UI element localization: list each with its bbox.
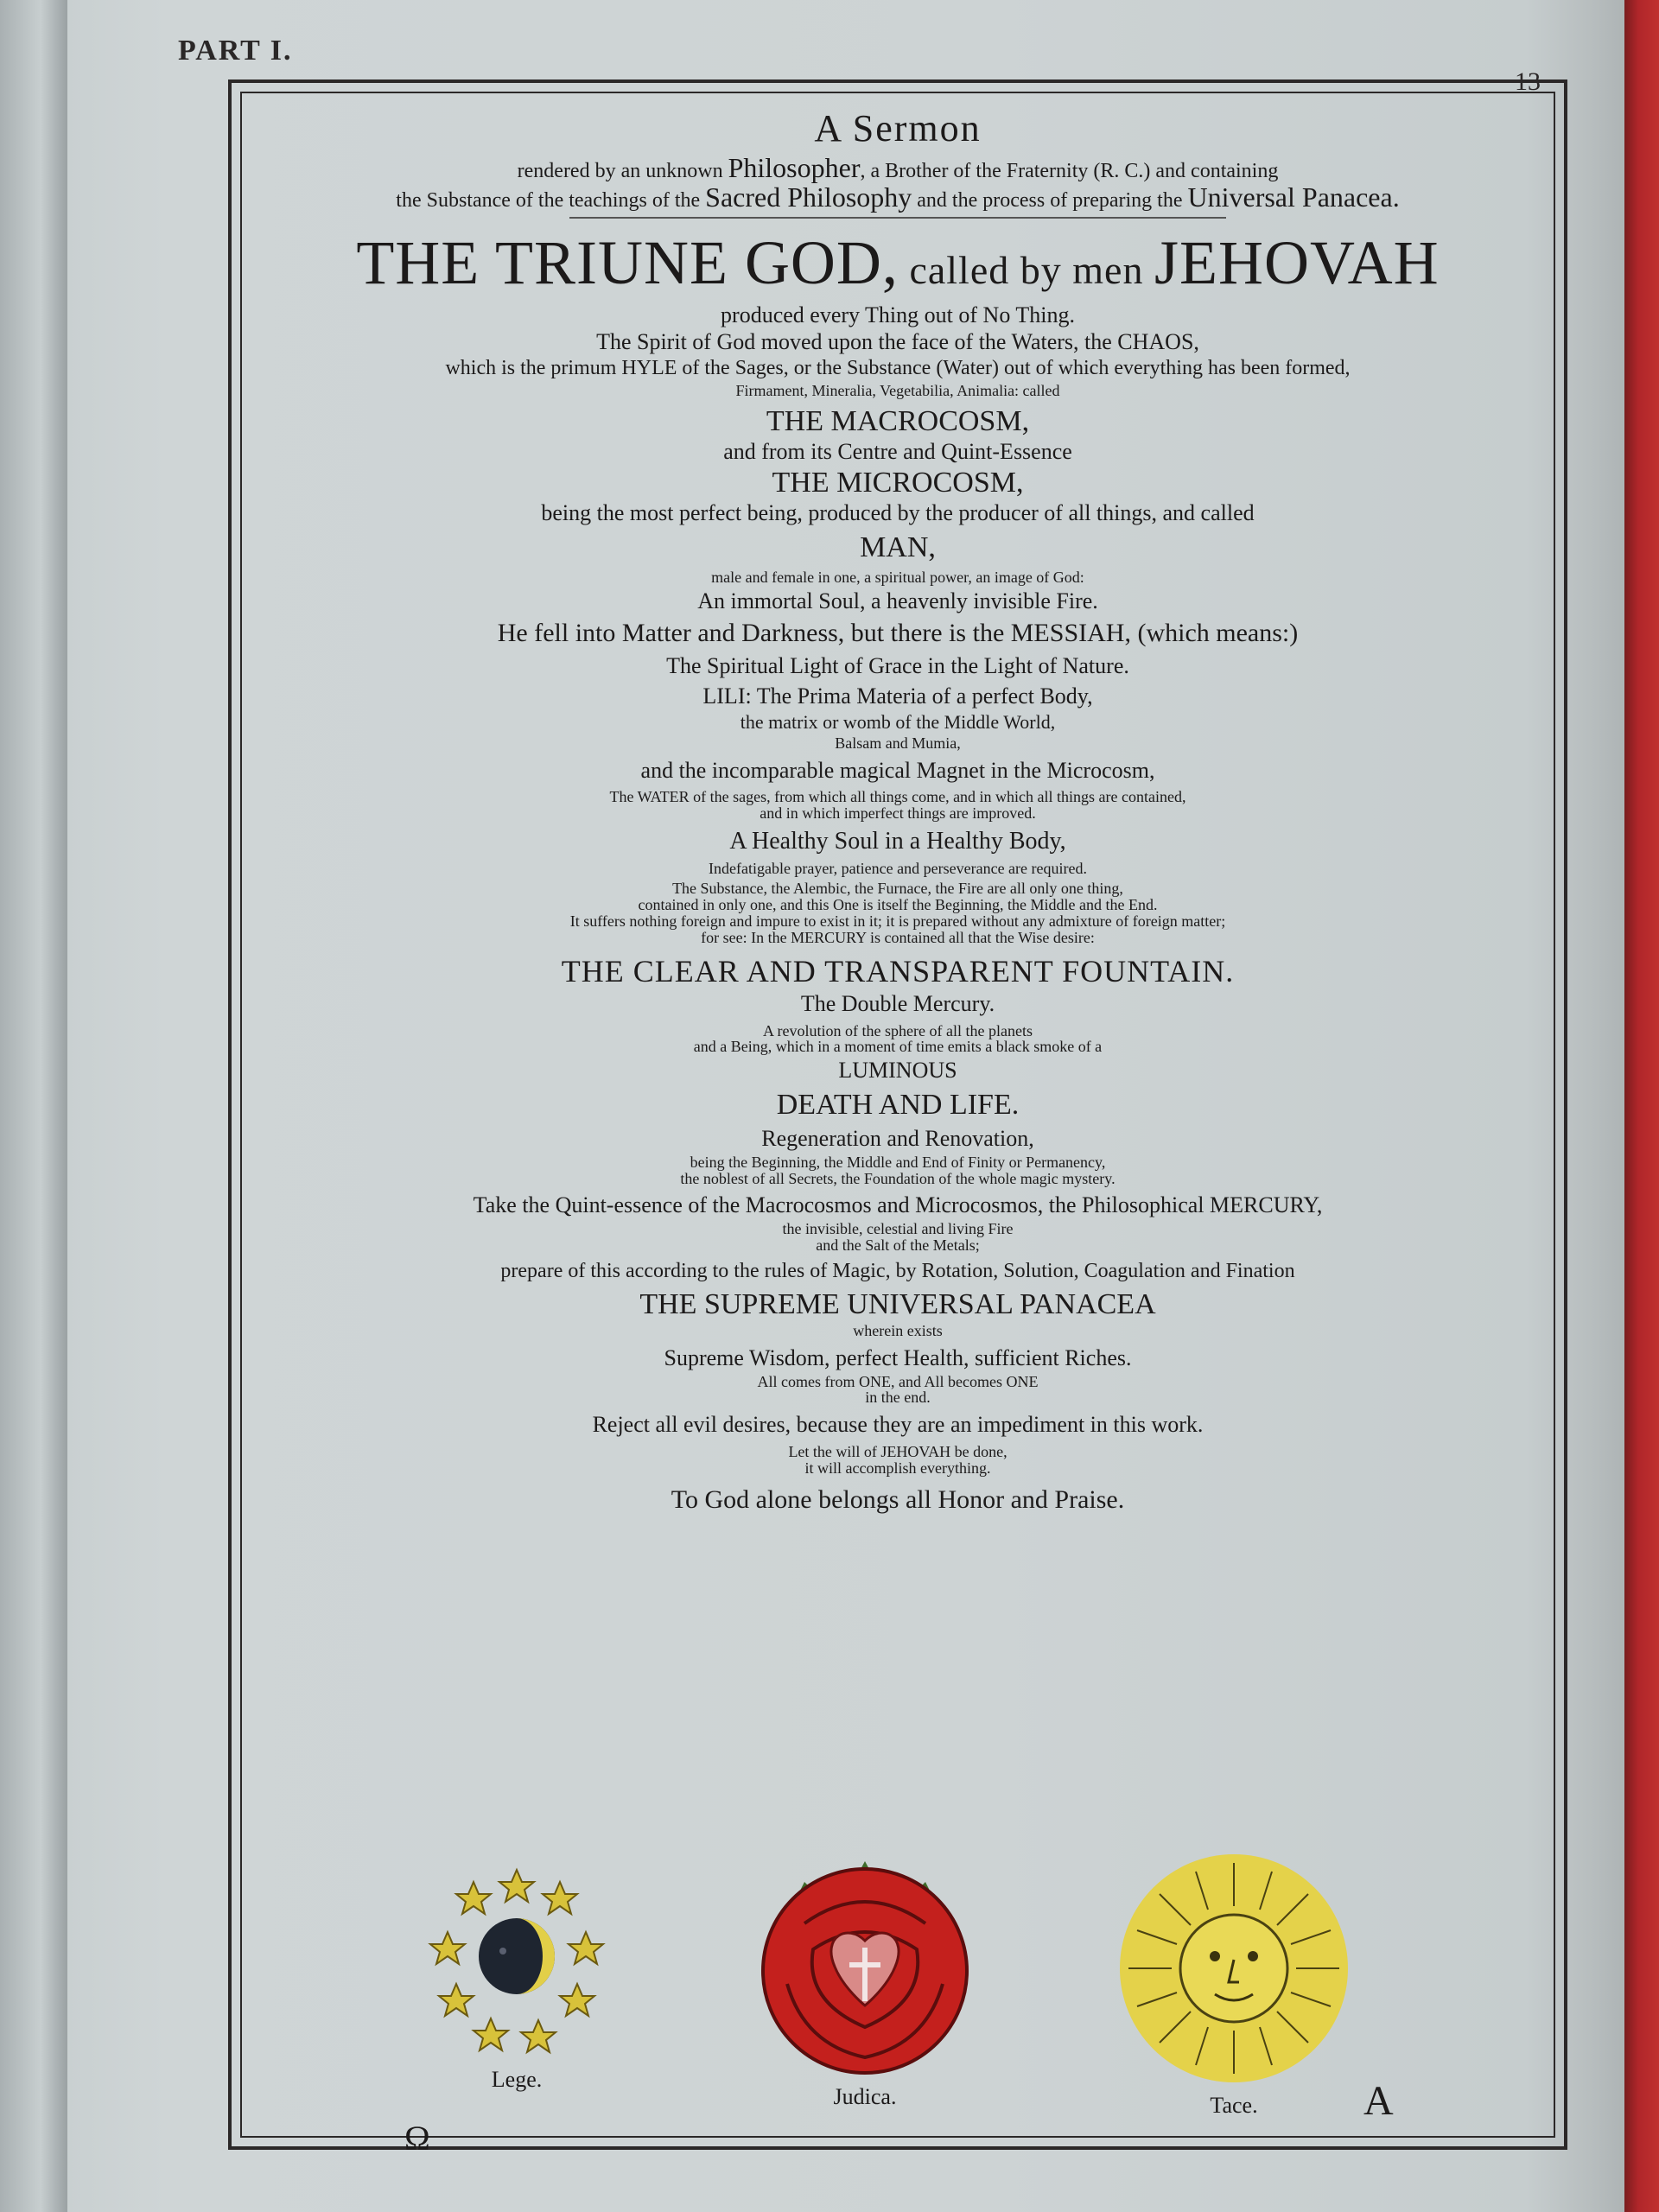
page-frame <box>228 79 1567 2158</box>
omega-glyph: Ω <box>404 2119 430 2158</box>
intro-text: rendered by an unknown <box>517 160 728 183</box>
text-line: Take the Quint-essence of the Macrocosmos and Microcosmos, the Philosophical MERCURY, <box>473 1192 1323 1218</box>
emblem-lege <box>404 1854 629 2093</box>
text-line: A revolution of the sphere of all the planets <box>763 1021 1033 1039</box>
emblem-row <box>249 1854 1547 2183</box>
text-line: contained in only one, and this One is itself the Beginning, the Middle and the End. <box>638 895 1158 913</box>
moon-and-stars-icon <box>413 1854 620 2062</box>
text-line: All comes from ONE, and All becomes ONE <box>757 1372 1039 1390</box>
text-line: Reject all evil desires, because they are an impediment in this work. <box>592 1412 1204 1438</box>
text-line: in the end. <box>865 1389 931 1407</box>
text-line: being the most perfect being, produced by the producer of all things, and called <box>541 500 1255 526</box>
letter-a-glyph: A <box>1363 2078 1394 2124</box>
text-line: An immortal Soul, a heavenly invisible Fire. <box>697 588 1098 614</box>
sermon-text <box>249 109 1547 1514</box>
text-line: LUMINOUS <box>838 1058 957 1084</box>
text-line: the matrix or womb of the Middle World, <box>740 710 1056 733</box>
text-line: THE SUPREME UNIVERSAL PANACEA <box>639 1287 1156 1320</box>
intro-text: , a Brother of the Fraternity (R. C.) and containing <box>860 160 1279 183</box>
text-line: it will accomplish everything. <box>804 1459 991 1477</box>
text-line: To God alone belongs all Honor and Praise. <box>671 1485 1125 1515</box>
text-line: THE MICROCOSM, <box>772 466 1024 499</box>
text-line: male and female in one, a spiritual power, an image of God: <box>711 569 1084 587</box>
text-line: The WATER of the sages, from which all things come, and in which all things are contained, <box>609 787 1186 805</box>
intro-line-2 <box>249 183 1547 213</box>
text-line: MAN, <box>860 531 936 563</box>
heading-text: THE TRIUNE GOD, <box>356 228 899 298</box>
divider-rule <box>569 217 1226 219</box>
part-label: PART I. <box>178 35 293 67</box>
text-line: DEATH AND LIFE. <box>776 1088 1020 1121</box>
page-number: 13 <box>1515 67 1541 96</box>
intro-text: and the process of preparing the <box>912 188 1188 212</box>
text-line: LILI: The Prima Materia of a perfect Body, <box>702 683 1093 709</box>
main-heading <box>249 228 1547 298</box>
text-line: He fell into Matter and Darkness, but there is the MESSIAH, (which means:) <box>497 619 1299 648</box>
text-line: which is the primum HYLE of the Sages, or the Substance (Water) out of which everything has been formed, <box>445 356 1351 379</box>
book-page <box>67 0 1624 2212</box>
text-line: It suffers nothing foreign and impure to exist in it; it is prepared without any admixture of foreign matter; <box>569 912 1226 930</box>
text-line: THE CLEAR AND TRANSPARENT FOUNTAIN. <box>561 954 1235 989</box>
text-line: and from its Centre and Quint-Essence <box>723 439 1072 465</box>
text-line: Firmament, Mineralia, Vegetabilia, Animalia: called <box>735 381 1060 399</box>
intro-line-1 <box>249 154 1547 183</box>
emblem-judica <box>748 1854 982 2110</box>
text-line: and the Salt of the Metals; <box>816 1236 980 1254</box>
book-cover-edge <box>1624 0 1659 2212</box>
text-line: and in which imperfect things are improved. <box>760 804 1036 822</box>
heading-text: JEHOVAH <box>1154 228 1440 298</box>
rose-cross-icon <box>753 1854 977 2079</box>
text-line: The Spirit of God moved upon the face of the Waters, the CHAOS, <box>596 329 1199 355</box>
intro-text: Universal Panacea. <box>1187 181 1400 213</box>
text-line: Regeneration and Renovation, <box>761 1126 1034 1152</box>
text-line: being the Beginning, the Middle and End of Finity or Permanency, <box>690 1153 1106 1171</box>
left-page-edge <box>0 0 67 2212</box>
emblem-caption-judica: Judica. <box>833 2084 897 2109</box>
text-line: the noblest of all Secrets, the Foundation of the whole magic mystery. <box>680 1169 1116 1187</box>
intro-text: the Substance of the teachings of the <box>396 188 706 212</box>
sun-face-icon <box>1113 1854 1355 2088</box>
text-line: Indefatigable prayer, patience and perseverance are required. <box>708 860 1087 878</box>
text-line: The Spiritual Light of Grace in the Light of Nature. <box>666 652 1129 678</box>
emblem-caption-tace: Tace. <box>1210 2093 1258 2118</box>
intro-text: Sacred Philosophy <box>705 181 912 213</box>
text-line: for see: In the MERCURY is contained all that the Wise desire: <box>701 928 1095 946</box>
text-line: and a Being, which in a moment of time emits a black smoke of a <box>693 1038 1103 1056</box>
text-line: A Healthy Soul in a Healthy Body, <box>729 827 1066 855</box>
text-line: THE MACROCOSM, <box>766 404 1030 437</box>
text-line: Let the will of JEHOVAH be done, <box>788 1442 1007 1460</box>
heading-text: called by men <box>898 248 1154 293</box>
text-line: The Double Mercury. <box>800 991 995 1017</box>
intro-text: Philosopher <box>728 152 861 184</box>
text-line: Balsam and Mumia, <box>835 734 961 752</box>
text-line: Supreme Wisdom, perfect Health, sufficient Riches. <box>664 1345 1132 1371</box>
text-line: The Substance, the Alembic, the Furnace, the Fire are all only one thing, <box>672 879 1123 897</box>
emblem-caption-lege: Lege. <box>491 2067 543 2092</box>
text-line: wherein exists <box>853 1322 943 1340</box>
emblem-tace <box>1113 1854 1355 2119</box>
text-line: the invisible, celestial and living Fire <box>782 1219 1014 1237</box>
text-line: prepare of this according to the rules of Magic, by Rotation, Solution, Coagulation and Fination <box>500 1259 1295 1282</box>
text-line: and the incomparable magical Magnet in the Microcosm, <box>640 757 1155 783</box>
text-line: produced every Thing out of No Thing. <box>721 302 1075 327</box>
sermon-title: A Sermon <box>814 107 982 149</box>
